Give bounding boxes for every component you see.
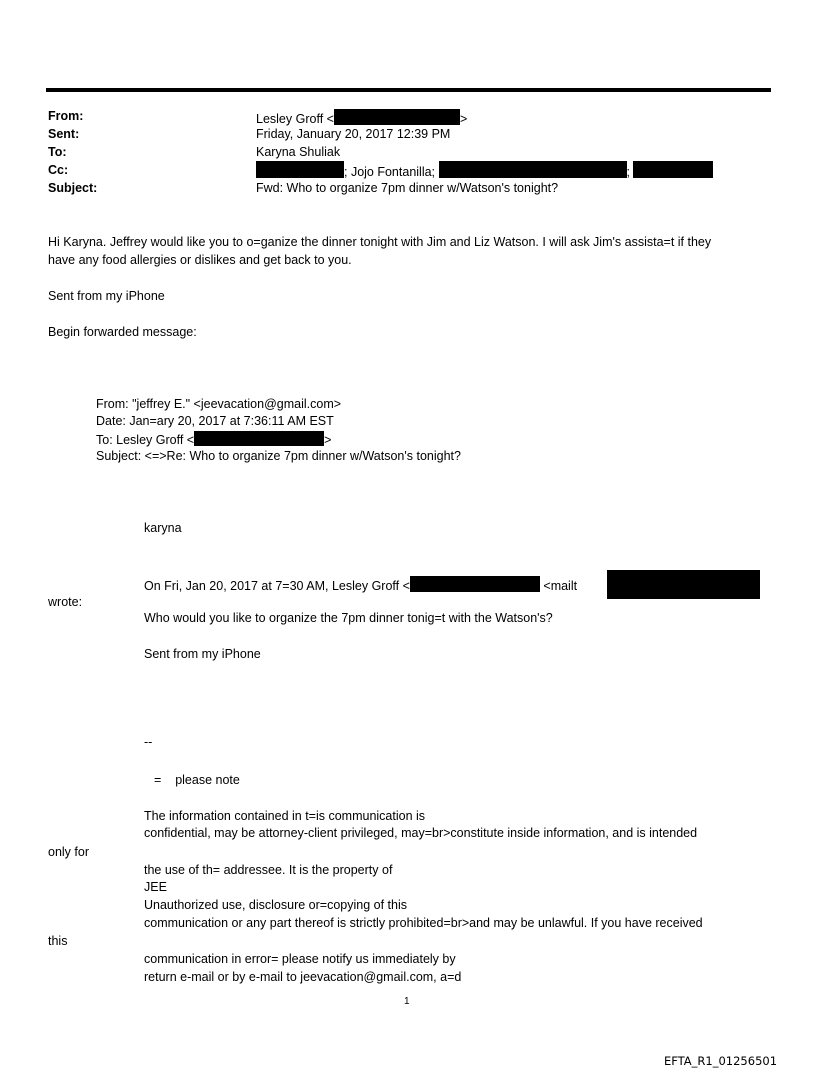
body-paragraph-line: Hi Karyna. Jeffrey would like you to o=ganize the dinner tonight with Jim and Liz Watson. I will ask Jim's assista=t if they [48,235,712,249]
cc-value [256,161,713,179]
to-label: To: [48,145,67,159]
forwarded-to [96,431,331,447]
disclaimer-line: communication in error= please notify us immediately by [144,952,456,966]
sent-value: Friday, January 20, 2017 12:39 PM [256,127,451,141]
header-rule [46,88,771,92]
please-note: = please note [154,773,240,787]
forwarded-date: Date: Jan=ary 20, 2017 at 7:36:11 AM EST [96,414,334,428]
sent-from-iphone: Sent from my iPhone [48,289,165,303]
reply-sent-from-iphone: Sent from my iPhone [144,647,261,661]
redaction-box [194,431,324,446]
from-value [256,109,467,126]
disclaimer-line: Unauthorized use, disclosure or=copying of this [144,898,407,912]
reply-karyna: karyna [144,521,182,535]
redaction-box [607,570,760,599]
disclaimer-line: the use of th= addressee. It is the property of [144,863,393,877]
redaction-box [633,161,713,178]
reply-on-text: On Fri, Jan 20, 2017 at 7=30 AM, Lesley Groff < [144,579,410,593]
page-number: 1 [404,996,410,1007]
reply-mailto-text: <mailt [543,579,578,593]
body-paragraph-line: have any food allergies or dislikes and get back to you. [48,253,352,267]
subject-label: Subject: [48,181,98,195]
from-close: > [459,112,468,126]
signature-dashes: -- [144,735,153,749]
disclaimer-line: return e-mail or by e-mail to jeevacation@gmail.com, a=d [144,970,462,984]
disclaimer-wrap: only for [48,845,89,859]
cc-separator: ; Jojo Fontanilla; [344,165,436,179]
disclaimer-line: confidential, may be attorney-client privileged, may=br>constitute inside information, and is intended [144,826,698,840]
cc-label: Cc: [48,163,69,177]
subject-value: Fwd: Who to organize 7pm dinner w/Watson's tonight? [256,181,559,195]
begin-forwarded: Begin forwarded message: [48,325,197,339]
forwarded-from: From: "jeffrey E." <jeevacation@gmail.com> [96,397,342,411]
reply-on-line [144,576,577,593]
disclaimer-wrap: this [48,934,68,948]
disclaimer-line: The information contained in t=is communication is [144,809,426,823]
disclaimer-line: communication or any part thereof is strictly prohibited=br>and may be unlawful. If you have received [144,916,703,930]
redaction-box [334,109,460,125]
document-id: EFTA_R1_01256501 [664,1054,778,1068]
sent-label: Sent: [48,127,80,141]
reply-wrote: wrote: [48,595,83,609]
disclaimer-line: JEE [144,880,167,894]
forwarded-to-close: > [324,433,332,447]
reply-question: Who would you like to organize the 7pm dinner tonig=t with the Watson's? [144,611,553,625]
redaction-box [256,161,344,178]
redaction-box [410,576,540,592]
cc-separator: ; [626,165,630,179]
forwarded-to-prefix: To: Lesley Groff < [96,433,195,447]
from-label: From: [48,109,84,123]
from-name: Lesley Groff < [256,112,334,126]
forwarded-subject: Subject: <=>Re: Who to organize 7pm dinner w/Watson's tonight? [96,449,461,463]
to-value: Karyna Shuliak [256,145,341,159]
redaction-box [439,161,627,178]
